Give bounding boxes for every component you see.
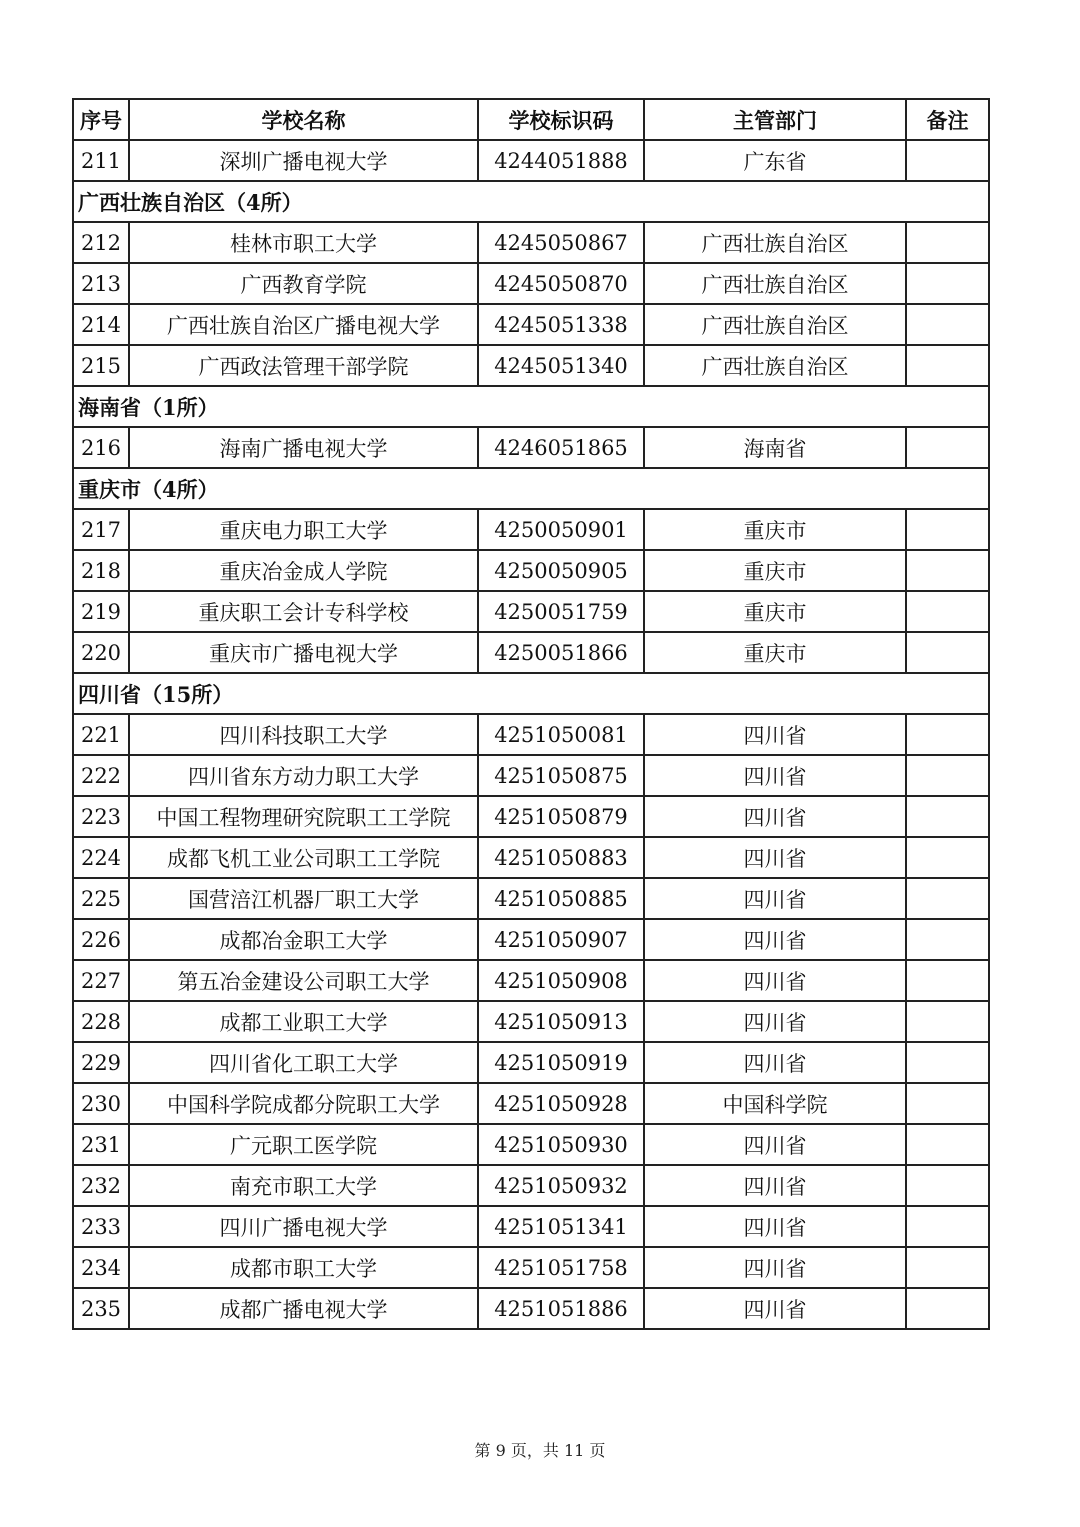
department-cell: 四川省 xyxy=(644,1042,906,1083)
school-code-cell: 4245051338 xyxy=(478,304,644,345)
table-row xyxy=(73,919,989,960)
note-cell xyxy=(906,263,989,304)
seq-cell: 234 xyxy=(73,1247,129,1288)
school-code-cell: 4251050907 xyxy=(478,919,644,960)
section-row xyxy=(73,673,989,714)
table-row xyxy=(73,1206,989,1247)
school-code-cell: 4251051886 xyxy=(478,1288,644,1329)
note-cell xyxy=(906,919,989,960)
table-row xyxy=(73,632,989,673)
table-row xyxy=(73,714,989,755)
note-cell xyxy=(906,427,989,468)
department-cell: 四川省 xyxy=(644,1165,906,1206)
schools-table xyxy=(72,98,990,1330)
header-department: 主管部门 xyxy=(644,99,906,140)
department-cell: 四川省 xyxy=(644,960,906,1001)
seq-cell: 222 xyxy=(73,755,129,796)
department-cell: 海南省 xyxy=(644,427,906,468)
seq-cell: 231 xyxy=(73,1124,129,1165)
department-cell: 重庆市 xyxy=(644,591,906,632)
school-code-cell: 4251050930 xyxy=(478,1124,644,1165)
note-cell xyxy=(906,509,989,550)
school-name-cell: 成都飞机工业公司职工工学院 xyxy=(129,837,478,878)
school-name-cell: 成都冶金职工大学 xyxy=(129,919,478,960)
school-name-cell: 广西政法管理干部学院 xyxy=(129,345,478,386)
school-code-cell: 4246051865 xyxy=(478,427,644,468)
school-code-cell: 4251050932 xyxy=(478,1165,644,1206)
header-school-code: 学校标识码 xyxy=(478,99,644,140)
table-body xyxy=(73,140,989,1329)
note-cell xyxy=(906,1247,989,1288)
seq-cell: 230 xyxy=(73,1083,129,1124)
note-cell xyxy=(906,304,989,345)
department-cell: 四川省 xyxy=(644,919,906,960)
section-title: 广西壮族自治区（4所） xyxy=(73,181,989,222)
seq-cell: 211 xyxy=(73,140,129,181)
department-cell: 四川省 xyxy=(644,1288,906,1329)
seq-cell: 220 xyxy=(73,632,129,673)
note-cell xyxy=(906,755,989,796)
section-row xyxy=(73,181,989,222)
page-footer: 第 9 页，共 11 页 xyxy=(474,1441,606,1460)
table-header-row xyxy=(73,99,989,140)
school-name-cell: 四川省化工职工大学 xyxy=(129,1042,478,1083)
school-name-cell: 成都市职工大学 xyxy=(129,1247,478,1288)
school-name-cell: 桂林市职工大学 xyxy=(129,222,478,263)
department-cell: 中国科学院 xyxy=(644,1083,906,1124)
department-cell: 四川省 xyxy=(644,1247,906,1288)
department-cell: 四川省 xyxy=(644,1124,906,1165)
school-name-cell: 广西教育学院 xyxy=(129,263,478,304)
school-code-cell: 4250050901 xyxy=(478,509,644,550)
school-name-cell: 重庆冶金成人学院 xyxy=(129,550,478,591)
school-code-cell: 4251050928 xyxy=(478,1083,644,1124)
seq-cell: 214 xyxy=(73,304,129,345)
table-row xyxy=(73,509,989,550)
school-code-cell: 4244051888 xyxy=(478,140,644,181)
school-name-cell: 广西壮族自治区广播电视大学 xyxy=(129,304,478,345)
school-name-cell: 四川广播电视大学 xyxy=(129,1206,478,1247)
table-row xyxy=(73,1083,989,1124)
seq-cell: 218 xyxy=(73,550,129,591)
note-cell xyxy=(906,1288,989,1329)
department-cell: 四川省 xyxy=(644,878,906,919)
section-title: 重庆市（4所） xyxy=(73,468,989,509)
school-code-cell: 4251050913 xyxy=(478,1001,644,1042)
school-name-cell: 四川省东方动力职工大学 xyxy=(129,755,478,796)
header-school-name: 学校名称 xyxy=(129,99,478,140)
school-name-cell: 成都广播电视大学 xyxy=(129,1288,478,1329)
seq-cell: 229 xyxy=(73,1042,129,1083)
seq-cell: 221 xyxy=(73,714,129,755)
seq-cell: 224 xyxy=(73,837,129,878)
table-row xyxy=(73,550,989,591)
note-cell xyxy=(906,222,989,263)
school-code-cell: 4245051340 xyxy=(478,345,644,386)
department-cell: 重庆市 xyxy=(644,550,906,591)
table-row xyxy=(73,1124,989,1165)
table-row xyxy=(73,878,989,919)
seq-cell: 226 xyxy=(73,919,129,960)
table-row xyxy=(73,1288,989,1329)
note-cell xyxy=(906,345,989,386)
note-cell xyxy=(906,714,989,755)
note-cell xyxy=(906,878,989,919)
seq-cell: 235 xyxy=(73,1288,129,1329)
school-name-cell: 国营涪江机器厂职工大学 xyxy=(129,878,478,919)
school-name-cell: 深圳广播电视大学 xyxy=(129,140,478,181)
table-row xyxy=(73,222,989,263)
department-cell: 四川省 xyxy=(644,1206,906,1247)
table-row xyxy=(73,263,989,304)
school-name-cell: 第五冶金建设公司职工大学 xyxy=(129,960,478,1001)
header-seq: 序号 xyxy=(73,99,129,140)
note-cell xyxy=(906,837,989,878)
section-title: 四川省（15所） xyxy=(73,673,989,714)
note-cell xyxy=(906,140,989,181)
note-cell xyxy=(906,1206,989,1247)
note-cell xyxy=(906,591,989,632)
seq-cell: 219 xyxy=(73,591,129,632)
seq-cell: 216 xyxy=(73,427,129,468)
school-name-cell: 四川科技职工大学 xyxy=(129,714,478,755)
department-cell: 广西壮族自治区 xyxy=(644,263,906,304)
table-row xyxy=(73,1001,989,1042)
table-row xyxy=(73,140,989,181)
school-code-cell: 4251050879 xyxy=(478,796,644,837)
note-cell xyxy=(906,1001,989,1042)
note-cell xyxy=(906,550,989,591)
school-name-cell: 南充市职工大学 xyxy=(129,1165,478,1206)
table-row xyxy=(73,1247,989,1288)
school-code-cell: 4251050081 xyxy=(478,714,644,755)
school-code-cell: 4251050875 xyxy=(478,755,644,796)
note-cell xyxy=(906,960,989,1001)
department-cell: 广西壮族自治区 xyxy=(644,222,906,263)
department-cell: 广东省 xyxy=(644,140,906,181)
school-name-cell: 海南广播电视大学 xyxy=(129,427,478,468)
seq-cell: 232 xyxy=(73,1165,129,1206)
school-code-cell: 4245050867 xyxy=(478,222,644,263)
school-code-cell: 4251050908 xyxy=(478,960,644,1001)
department-cell: 重庆市 xyxy=(644,509,906,550)
seq-cell: 223 xyxy=(73,796,129,837)
section-title: 海南省（1所） xyxy=(73,386,989,427)
school-name-cell: 重庆电力职工大学 xyxy=(129,509,478,550)
table-row xyxy=(73,427,989,468)
school-code-cell: 4251051758 xyxy=(478,1247,644,1288)
note-cell xyxy=(906,1165,989,1206)
seq-cell: 225 xyxy=(73,878,129,919)
seq-cell: 213 xyxy=(73,263,129,304)
department-cell: 四川省 xyxy=(644,755,906,796)
department-cell: 四川省 xyxy=(644,796,906,837)
seq-cell: 215 xyxy=(73,345,129,386)
school-name-cell: 广元职工医学院 xyxy=(129,1124,478,1165)
table-row xyxy=(73,796,989,837)
table-row xyxy=(73,345,989,386)
school-code-cell: 4250051866 xyxy=(478,632,644,673)
seq-cell: 227 xyxy=(73,960,129,1001)
department-cell: 四川省 xyxy=(644,714,906,755)
header-note: 备注 xyxy=(906,99,989,140)
note-cell xyxy=(906,1124,989,1165)
seq-cell: 228 xyxy=(73,1001,129,1042)
school-name-cell: 中国工程物理研究院职工工学院 xyxy=(129,796,478,837)
school-code-cell: 4250050905 xyxy=(478,550,644,591)
department-cell: 广西壮族自治区 xyxy=(644,345,906,386)
section-row xyxy=(73,386,989,427)
school-code-cell: 4250051759 xyxy=(478,591,644,632)
school-code-cell: 4251050919 xyxy=(478,1042,644,1083)
table-row xyxy=(73,960,989,1001)
note-cell xyxy=(906,1083,989,1124)
table-row xyxy=(73,755,989,796)
school-code-cell: 4251050883 xyxy=(478,837,644,878)
department-cell: 广西壮族自治区 xyxy=(644,304,906,345)
section-row xyxy=(73,468,989,509)
note-cell xyxy=(906,632,989,673)
note-cell xyxy=(906,796,989,837)
note-cell xyxy=(906,1042,989,1083)
seq-cell: 233 xyxy=(73,1206,129,1247)
table-row xyxy=(73,1165,989,1206)
seq-cell: 212 xyxy=(73,222,129,263)
school-code-cell: 4251050885 xyxy=(478,878,644,919)
school-name-cell: 重庆职工会计专科学校 xyxy=(129,591,478,632)
table-row xyxy=(73,591,989,632)
table-row xyxy=(73,304,989,345)
school-name-cell: 中国科学院成都分院职工大学 xyxy=(129,1083,478,1124)
school-name-cell: 成都工业职工大学 xyxy=(129,1001,478,1042)
school-code-cell: 4245050870 xyxy=(478,263,644,304)
table-row xyxy=(73,837,989,878)
department-cell: 四川省 xyxy=(644,837,906,878)
school-code-cell: 4251051341 xyxy=(478,1206,644,1247)
table-row xyxy=(73,1042,989,1083)
department-cell: 四川省 xyxy=(644,1001,906,1042)
school-name-cell: 重庆市广播电视大学 xyxy=(129,632,478,673)
seq-cell: 217 xyxy=(73,509,129,550)
department-cell: 重庆市 xyxy=(644,632,906,673)
